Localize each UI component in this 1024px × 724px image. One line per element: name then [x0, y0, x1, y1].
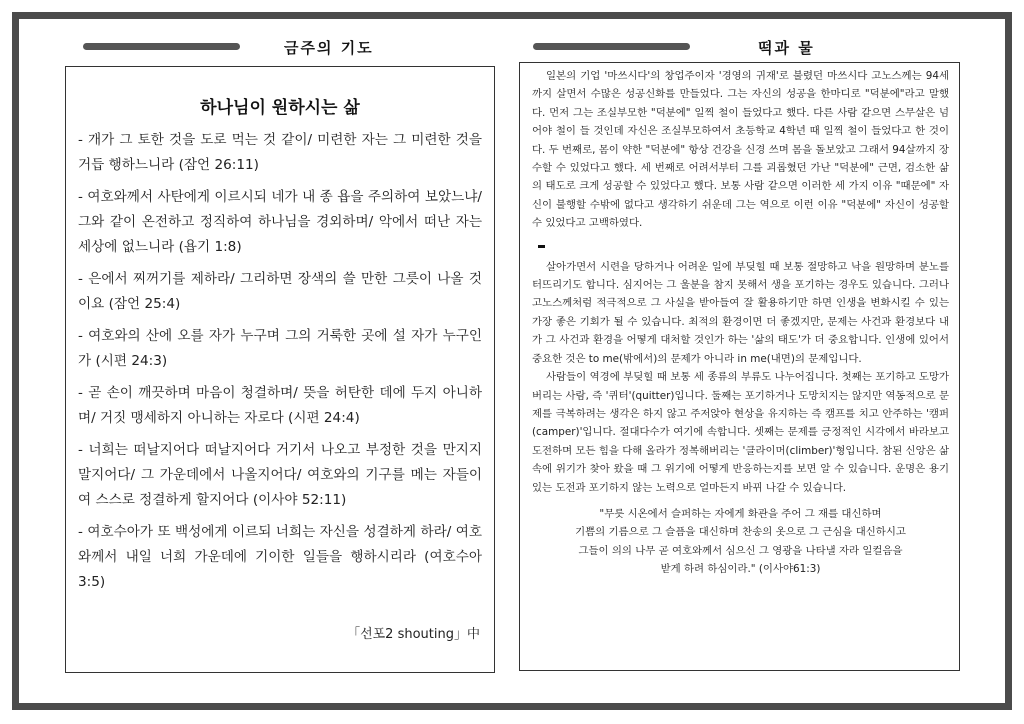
prayer-box	[65, 66, 495, 673]
scripture-quote	[532, 505, 949, 579]
left-header-bar	[83, 43, 240, 50]
verse-item: - 여호와께서 사탄에게 이르시되 네가 내 종 욥을 주의하여 보았느냐/ 그와 같이 온전하고 정직하여 하나님을 경외하며/ 악에서 떠난 자는 세상에 없느니라 (욥기 1:8)	[78, 189, 482, 255]
prayer-source: 「선포2 shouting」中	[347, 627, 480, 642]
quote-line: 기쁨의 기름으로 그 슬픔을 대신하며 찬송의 옷으로 그 근심을 대신하시고	[575, 526, 906, 539]
verse-item: - 곧 손이 깨끗하며 마음이 청결하며/ 뜻을 허탄한 데에 두지 아니하며/ 거짓 맹세하지 아니하는 자로다 (시편 24:4)	[78, 385, 482, 426]
verse-item: - 여호수아가 또 백성에게 이르되 너희는 자신을 성결하게 하라/ 여호와께서 내일 너희 가운데에 기이한 일들을 행하시리라 (여호수아 3:5)	[78, 524, 482, 590]
right-header-bar	[533, 43, 690, 50]
verse-item: - 여호와의 산에 오를 자가 누구며 그의 거룩한 곳에 설 자가 누구인가 (시편 24:3)	[78, 328, 482, 369]
verse-item: - 너희는 떠날지어다 떠날지어다 거기서 나오고 부정한 것을 만지지 말지어다/ 그 가운데에서 나올지어다/ 여호와의 기구를 메는 자들이여 스스로 정결하게 할지어다 (이사야 52:11)	[78, 442, 482, 508]
verse-item: - 은에서 찌꺼기를 제하라/ 그리하면 장색의 쓸 만한 그릇이 나올 것이요 (잠언 25:4)	[78, 271, 482, 312]
verse-item: - 개가 그 토한 것을 도로 먹는 것 같이/ 미련한 자는 그 미련한 것을 거듭 행하느니라 (잠언 26:11)	[78, 132, 482, 173]
section-marker	[538, 245, 545, 248]
prayer-title: 하나님이 원하시는 삶	[200, 98, 360, 118]
article-paragraph-1: 일본의 기업 '마쓰시다'의 창업주이자 '경영의 귀재'로 불렸던 마쓰시다 고노스께는 94세까지 살면서 수많은 성공신화를 만들었다. 그는 자신의 성공을 한마디로 "덕분에"라고 말했다. 먼저 그는 조실부모한 "덕분에" 일찍 철이 들었다고 했다. 다른 사람 같으면 스무살은 넘어야 철이 들 것인데 자신은 조실부모하여서 초등학교 4학년 때 일찍 철이 들었다고 한 것이다. 두 번째로, 몸이 약한 "덕분에" 항상 건강을 신경 쓰며 몸을 돌보았고 그래서 94살까지 장수할 수 있었다고 했다. 세 번째로 어려서부터 그를 괴롭혔던 가난 "덕분에" 근면, 검소한 삶의 태도로 크게 성공할 수 있었다고 했다. 보통 사람 같으면 이러한 세 가지 이유 "때문에" 자신이 불행할 수밖에 없다고 생각하기 쉬운데 그는 역으로 이런 이유 "덕분에" 자신이 성공할 수 있었다고 고백하였다.	[532, 70, 949, 230]
quote-line: 받게 하려 하심이라." (이사야61:3)	[660, 563, 821, 576]
article-paragraph-2: 살아가면서 시련을 당하거나 어려운 일에 부딪힐 때 보통 절망하고 낙을 원망하며 분노를 터뜨리기도 합니다. 심지어는 그 울분을 참지 못해서 생을 포기하는 경우도 있습니다. 그러나 고노스께처럼 적극적으로 그 사실을 받아들여 잘 활용하기만 하면 인생을 변화시킬 수 있는 가장 좋은 기회가 될 수 있습니다. 최적의 환경이면 더 좋겠지만, 문제는 사건과 환경보다 내가 그 사건과 환경을 어떻게 대처할 것인가 하는 '삶의 태도'가 더 중요합니다. 인생에 있어서 중요한 것은 to me(밖에서)의 문제가 아니라 in me(내면)의 문제입니다.	[532, 260, 949, 365]
article-box	[519, 62, 960, 671]
quote-line: "무릇 시온에서 슬퍼하는 자에게 화관을 주어 그 재를 대신하며	[599, 507, 882, 520]
left-section-heading: 금주의 기도	[284, 39, 374, 57]
quote-line: 그들이 의의 나무 곧 여호와께서 심으신 그 영광을 나타낼 자라 일컬음을	[578, 544, 903, 557]
right-section-heading: 떡과 물	[758, 39, 815, 57]
article-paragraph-3: 사람들이 역경에 부딪힐 때 보통 세 종류의 부류도 나누어집니다. 첫째는 포기하고 도망가 버리는 사람, 즉 '퀴터'(quitter)입니다. 둘째는 포기하거나 도망치지는 않지만 역동적으로 문제를 극복하려는 생각은 하지 않고 주저앉아 현상을 유지하는 즉 캠프를 치고 안주하는 '캠퍼(camper)'입니다. 절대다수가 여기에 속합니다. 셋째는 문제를 긍정적인 시각에서 바라보고 도전하며 모든 힘을 다해 올라가 정복해버리는 '클라이머(climber)'형입니다. 참된 신앙은 삶 속에 위기가 찾아 왔을 때 그 위기에 어떻게 반응하는지를 보면 알 수 있습니다. 운명은 용기 있는 도전과 포기하지 않는 노력으로 얼마든지 바뀌 나갈 수 있습니다.	[532, 371, 949, 494]
